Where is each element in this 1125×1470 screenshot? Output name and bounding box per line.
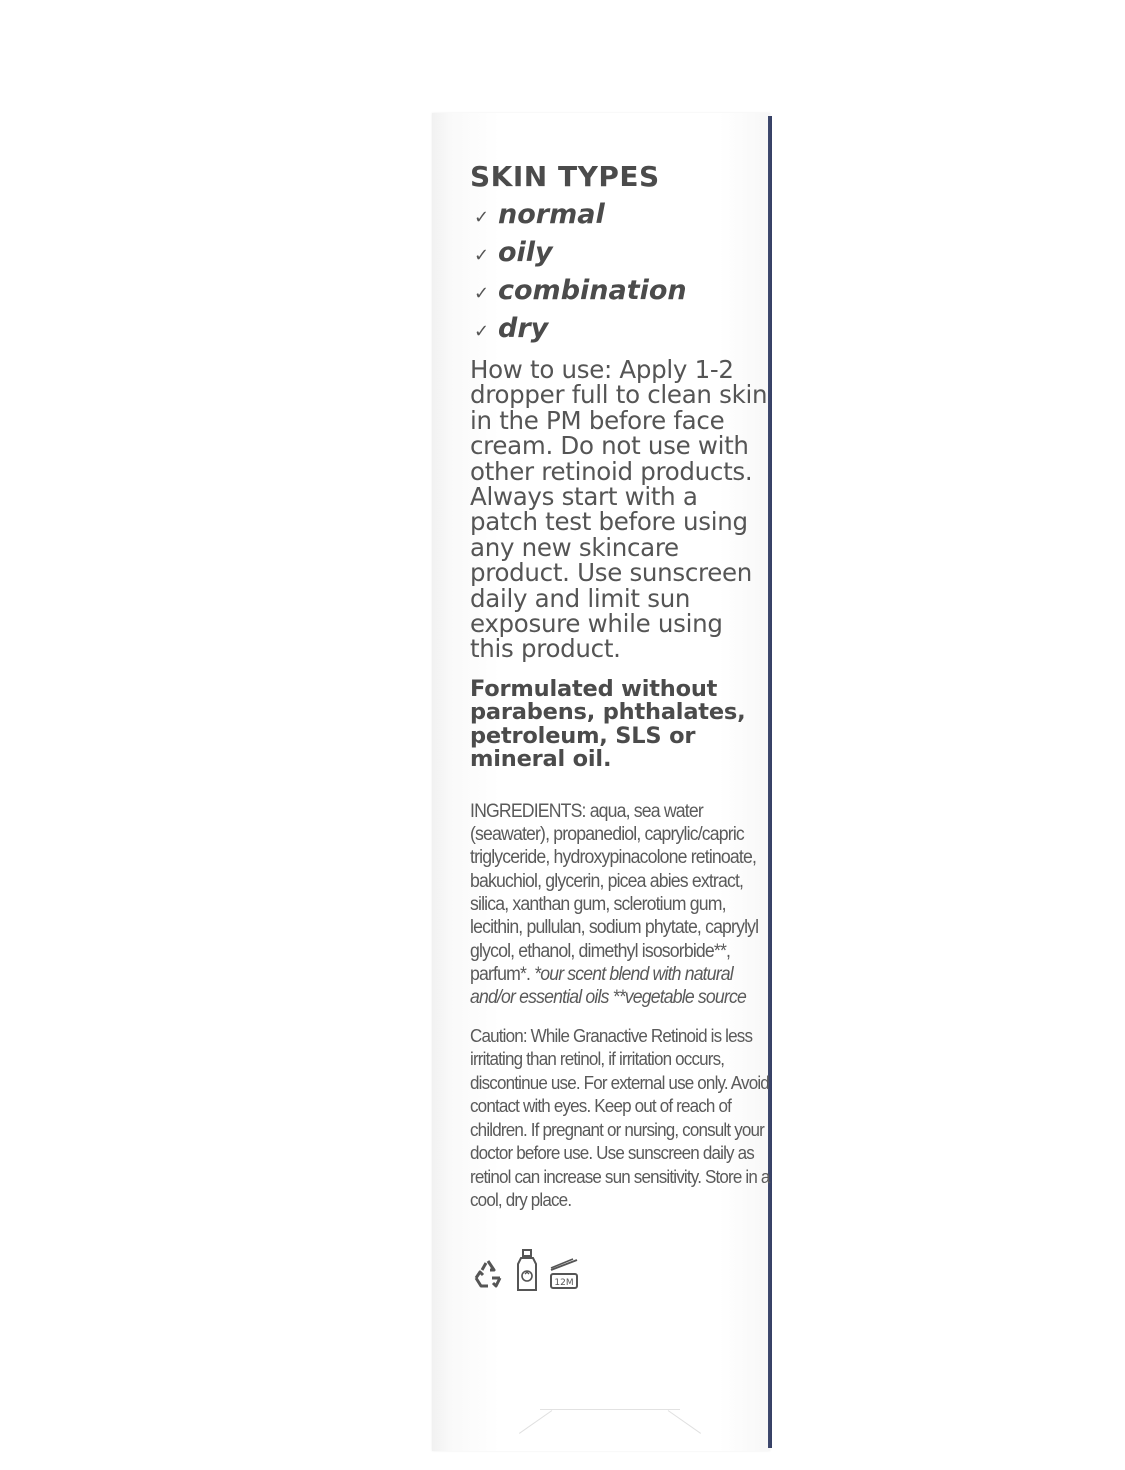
box-bottom-flap (540, 1409, 680, 1442)
check-icon: ✓ (474, 321, 490, 342)
ingredients-block (470, 800, 769, 1010)
box-text-content (468, 160, 768, 1212)
skin-type-item (468, 313, 768, 351)
check-icon: ✓ (474, 283, 490, 304)
skin-type-item (468, 237, 768, 275)
how-to-use-text: How to use: Apply 1-2 dropper full to clean skin in the PM before face cream. Do not use with other retinoid products. Always start with a patch test before using any new skincare product. Use sunscreen daily and limit sun exposure while using this product. (470, 355, 768, 664)
period-after-opening-icon (548, 1256, 580, 1292)
ingredients-footnote: *our scent blend with natural and/or essential oils **vegetable source (470, 963, 746, 1009)
skin-type-label: oily (498, 237, 553, 268)
skin-type-item (468, 199, 768, 237)
skin-type-item (468, 275, 768, 313)
box-side-edge (768, 116, 772, 1448)
caution-text: Caution: While Granactive Retinoid is less irritating than retinol, if irritation occurs, discontinue use. For external use only. Avoid contact with eyes. Keep out of reach of children. If pregnant or nursing, consult your doctor before use. Use sunscreen daily as retinol can increase sun sensitivity. Store in a cool, dry place. (470, 1024, 770, 1211)
skin-type-label: normal (498, 199, 605, 230)
recyclable-bottle-icon (514, 1248, 540, 1292)
check-icon: ✓ (474, 245, 490, 266)
packaging-symbols (470, 1248, 580, 1292)
skin-type-label: combination (498, 275, 687, 306)
ingredients-text: INGREDIENTS: aqua, sea water (seawater), propanediol, caprylic/capric triglyceride, hydroxypinacolone retinoate, bakuchiol, glycerin, picea abies extract, silica, xanthan gum, sclerotium gum, lecithin, pullulan, sodium phytate, caprylyl glycol, ethanol, dimethyl isosorbide**, parfum*. (470, 800, 759, 985)
pao-label: 12M (554, 1278, 574, 1288)
check-icon: ✓ (474, 207, 490, 228)
recycle-icon (470, 1256, 506, 1292)
formulated-without-text: Formulated without parabens, phthalates, petroleum, SLS or mineral oil. (470, 675, 746, 773)
skin-type-label: dry (498, 313, 549, 344)
skin-types-heading: SKIN TYPES (470, 160, 660, 193)
skin-types-list (468, 199, 768, 351)
